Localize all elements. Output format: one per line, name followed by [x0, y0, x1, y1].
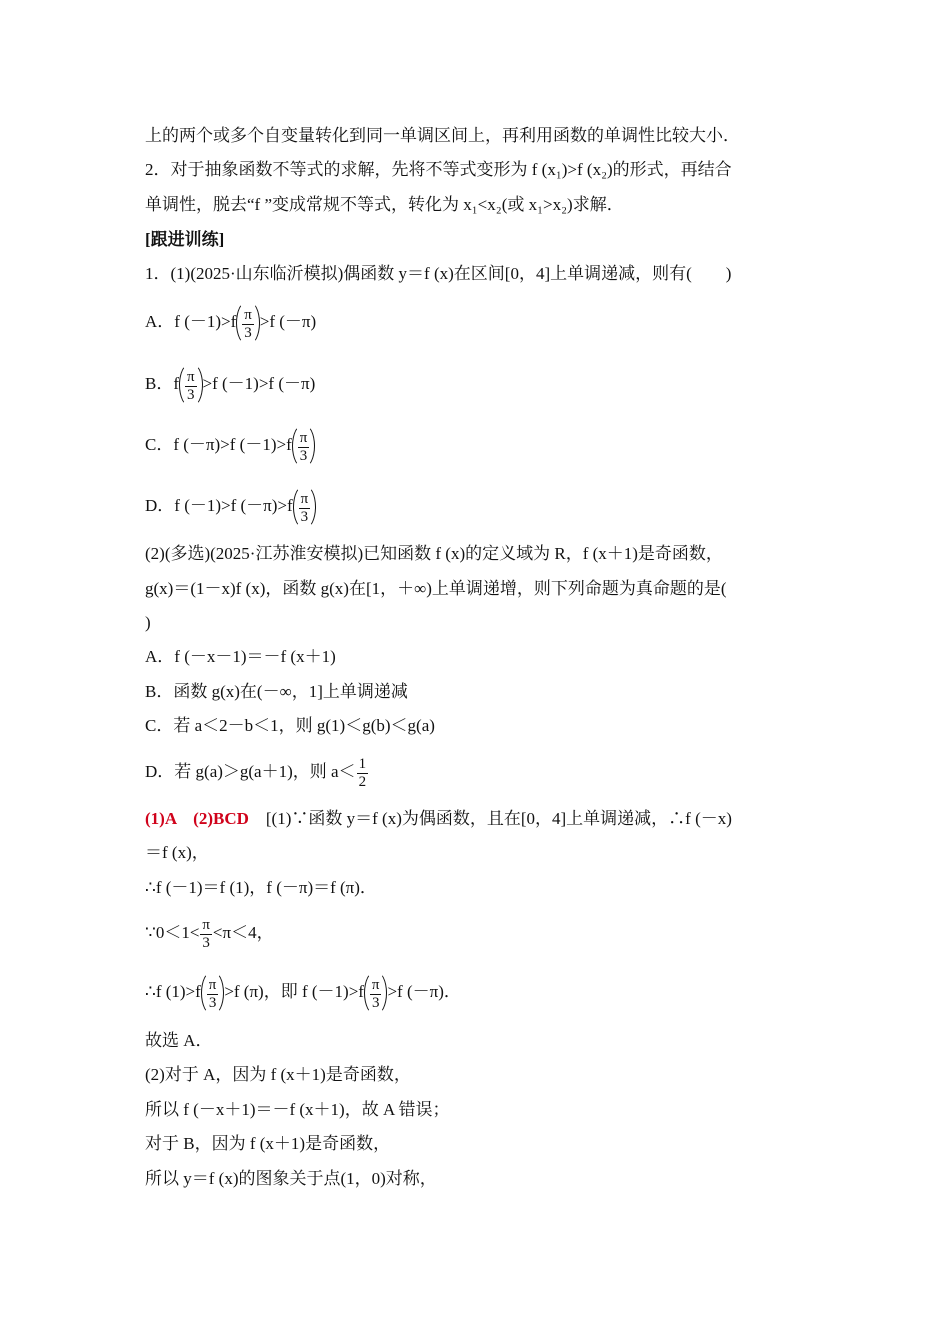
- intro-line-2: 2．对于抽象函数不等式的求解，先将不等式变形为 f (x₁)>f (x₂)的形式，再结合: [145, 160, 732, 179]
- q2-option-d: D．若 g(a)＞g(a＋1)，则 a＜ $\frac{1}{2}$: [145, 755, 367, 790]
- q2-option-b: B．函数 g(x)在(－∞，1]上单调递减: [145, 682, 408, 701]
- fraction: $\frac{1}{2}$: [358, 755, 367, 790]
- fraction: $\frac{\pi}{3}$: [208, 976, 217, 1011]
- answer-label: (1)A (2)BCD: [145, 809, 249, 828]
- q1-option-b: B．f $\frac{\pi}{3}$ >f (－1)>f (－π): [145, 362, 812, 406]
- fraction: $\frac{\pi}{3}$: [186, 368, 195, 403]
- fraction: $\frac{\pi}{3}$: [299, 429, 308, 464]
- section-label: [跟进训练]: [145, 230, 225, 249]
- fraction: $\frac{\pi}{3}$: [300, 490, 309, 525]
- q2-option-a: A．f (－x－1)＝－f (x＋1): [145, 647, 336, 666]
- q1-option-a: A．f (－1)>f $\frac{\pi}{3}$ >f (－π): [145, 300, 812, 344]
- q2-stem-line-3: ): [145, 613, 151, 632]
- answer-line-7: (2)对于 A，因为 f (x＋1)是奇函数，: [145, 1065, 411, 1084]
- paren-group: [179, 363, 203, 407]
- intro-line-1: 上的两个或多个自变量转化到同一单调区间上，再利用函数的单调性比较大小．: [145, 126, 740, 145]
- q1-stem: 1．(1)(2025·山东临沂模拟)偶函数 y＝f (x)在区间[0，4]上单调递减，则有( ): [145, 264, 732, 283]
- paren-group: [364, 971, 388, 1015]
- q2-stem-line-2: g(x)＝(1－x)f (x)，函数 g(x)在[1，＋∞)上单调递增，则下列命题为真命题的是(: [145, 579, 727, 598]
- fraction: $\frac{\pi}{3}$: [202, 916, 210, 951]
- paren-group: [293, 485, 317, 529]
- fraction: $\frac{\pi}{3}$: [244, 306, 252, 341]
- paren-group: [201, 971, 225, 1015]
- intro-line-3: 单调性，脱去“f ”变成常规不等式，转化为 x₁<x₂(或 x₁>x₂)求解．: [145, 195, 624, 214]
- answer-line-9: 对于 B，因为 f (x＋1)是奇函数，: [145, 1134, 391, 1153]
- answer-line-2: ＝f (x)，: [145, 843, 209, 862]
- fraction: $\frac{\pi}{3}$: [371, 976, 380, 1011]
- q2-stem-line-1: (2)(多选)(2025·江苏淮安模拟)已知函数 f (x)的定义域为 R，f (x＋1)是奇函数，: [145, 544, 723, 563]
- answer-line-3: ∴f (－1)＝f (1)，f (－π)＝f (π)．: [145, 878, 377, 897]
- answer-line-6: 故选 A．: [145, 1031, 213, 1050]
- answer-line-4: ∵0＜1< $\frac{\pi}{3}$ <π＜4，: [145, 916, 274, 951]
- answer-line-5: ∴f (1)>f $\frac{\pi}{3}$ >f (π)，即 f (－1)>f $\frac{\pi}{3}$ >f (－π)．: [145, 970, 812, 1014]
- answer-line-10: 所以 y＝f (x)的图象关于点(1，0)对称，: [145, 1169, 437, 1188]
- paren-group: [236, 301, 260, 345]
- q1-option-c: C．f (－π)>f (－1)>f $\frac{\pi}{3}$: [145, 423, 812, 467]
- q2-option-c: C．若 a＜2－b＜1，则 g(1)＜g(b)＜g(a): [145, 716, 435, 735]
- answer-line-8: 所以 f (－x＋1)＝－f (x＋1)，故 A 错误；: [145, 1100, 450, 1119]
- paren-group: [292, 424, 316, 468]
- q1-option-d: D．f (－1)>f (－π)>f $\frac{\pi}{3}$: [145, 484, 812, 528]
- answer-line-1: (1)A (2)BCD [(1)∵函数 y＝f (x)为偶函数，且在[0，4]上单调递减，∴f (－x): [145, 809, 732, 828]
